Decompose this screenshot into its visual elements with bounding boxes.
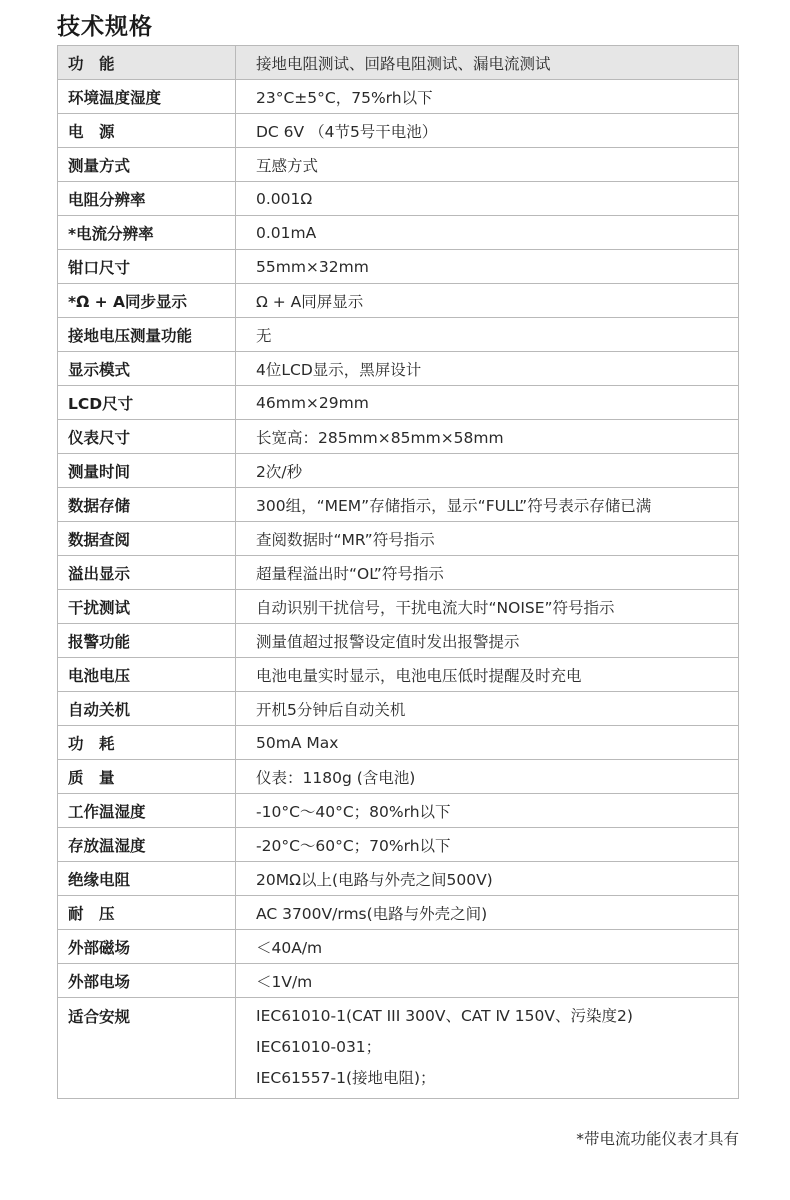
- spec-label: 工作温湿度: [58, 794, 236, 828]
- spec-label: 电池电压: [58, 658, 236, 692]
- spec-label: 干扰测试: [58, 590, 236, 624]
- spec-value: 300组，“MEM”存储指示，显示“FULL”符号表示存储已满: [236, 488, 739, 522]
- spec-label: 环境温度湿度: [58, 80, 236, 114]
- spec-value: 20MΩ以上(电路与外壳之间500V): [236, 862, 739, 896]
- spec-value: DC 6V （4节5号干电池）: [236, 114, 739, 148]
- spec-value: -10°C～40°C；80%rh以下: [236, 794, 739, 828]
- spec-value: 互感方式: [236, 148, 739, 182]
- table-row: [58, 182, 739, 216]
- spec-label: 钳口尺寸: [58, 250, 236, 284]
- spec-label: LCD尺寸: [58, 386, 236, 420]
- table-row: [58, 420, 739, 454]
- spec-value: Ω + A同屏显示: [236, 284, 739, 318]
- spec-value: ＜1V/m: [236, 964, 739, 998]
- spec-value: 测量值超过报警设定值时发出报警提示: [236, 624, 739, 658]
- spec-value: 开机5分钟后自动关机: [236, 692, 739, 726]
- table-row: [58, 386, 739, 420]
- spec-value: 46mm×29mm: [236, 386, 739, 420]
- spec-label: 质 量: [58, 760, 236, 794]
- table-row: [58, 624, 739, 658]
- table-row: [58, 692, 739, 726]
- spec-label: 数据查阅: [58, 522, 236, 556]
- spec-label: 耐 压: [58, 896, 236, 930]
- spec-value: 仪表：1180g (含电池): [236, 760, 739, 794]
- table-row: [58, 862, 739, 896]
- spec-label: 功 耗: [58, 726, 236, 760]
- spec-value: 0.001Ω: [236, 182, 739, 216]
- spec-value: 超量程溢出时“OL”符号指示: [236, 556, 739, 590]
- table-row: [58, 352, 739, 386]
- spec-value: 55mm×32mm: [236, 250, 739, 284]
- table-row: [58, 216, 739, 250]
- spec-value: 无: [236, 318, 739, 352]
- table-row: [58, 930, 739, 964]
- spec-value: 23°C±5°C，75%rh以下: [236, 80, 739, 114]
- spec-value: 查阅数据时“MR”符号指示: [236, 522, 739, 556]
- spec-label: 溢出显示: [58, 556, 236, 590]
- table-row: [58, 80, 739, 114]
- spec-label: 显示模式: [58, 352, 236, 386]
- table-row: [58, 454, 739, 488]
- table-row: [58, 726, 739, 760]
- table-row: [58, 794, 739, 828]
- table-row-compliance: [58, 998, 739, 1099]
- spec-label: 绝缘电阻: [58, 862, 236, 896]
- spec-label: 电 源: [58, 114, 236, 148]
- spec-label: 电阻分辨率: [58, 182, 236, 216]
- spec-value: -20°C～60°C；70%rh以下: [236, 828, 739, 862]
- spec-label: 自动关机: [58, 692, 236, 726]
- table-row: [58, 148, 739, 182]
- table-row: [58, 964, 739, 998]
- table-row: [58, 114, 739, 148]
- spec-value: AC 3700V/rms(电路与外壳之间): [236, 896, 739, 930]
- table-row: [58, 250, 739, 284]
- compliance-value: [236, 998, 739, 1099]
- spec-value: 自动识别干扰信号，干扰电流大时“NOISE”符号指示: [236, 590, 739, 624]
- spec-label: *电流分辨率: [58, 216, 236, 250]
- table-row: [58, 590, 739, 624]
- spec-label: 仪表尺寸: [58, 420, 236, 454]
- spec-label: 存放温湿度: [58, 828, 236, 862]
- spec-value: 长宽高：285mm×85mm×58mm: [236, 420, 739, 454]
- spec-label: 报警功能: [58, 624, 236, 658]
- spec-label: 外部磁场: [58, 930, 236, 964]
- compliance-label: 适合安规: [58, 998, 236, 1099]
- spec-label: 外部电场: [58, 964, 236, 998]
- table-row: [58, 318, 739, 352]
- spec-value: 50mA Max: [236, 726, 739, 760]
- compliance-line: IEC61010-031；: [256, 1038, 382, 1056]
- spec-value: 2次/秒: [236, 454, 739, 488]
- page-title: 技术规格: [57, 14, 153, 40]
- spec-value: 电池电量实时显示，电池电压低时提醒及时充电: [236, 658, 739, 692]
- table-row: [58, 828, 739, 862]
- spec-table: [57, 45, 739, 1099]
- compliance-line: IEC61557-1(接地电阻)；: [256, 1069, 436, 1087]
- table-row: [58, 522, 739, 556]
- table-row: [58, 760, 739, 794]
- spec-label: 测量方式: [58, 148, 236, 182]
- spec-value: ＜40A/m: [236, 930, 739, 964]
- spec-value: 0.01mA: [236, 216, 739, 250]
- footnote: *带电流功能仪表才具有: [576, 1130, 739, 1148]
- table-row: [58, 658, 739, 692]
- spec-label: 接地电压测量功能: [58, 318, 236, 352]
- spec-label: *Ω + A同步显示: [58, 284, 236, 318]
- table-row: [58, 284, 739, 318]
- spec-label: 数据存储: [58, 488, 236, 522]
- spec-label: 测量时间: [58, 454, 236, 488]
- table-header-row: [58, 46, 739, 80]
- compliance-line: IEC61010-1(CAT III 300V、CAT Ⅳ 150V、污染度2): [256, 1007, 633, 1025]
- spec-value: 4位LCD显示，黑屏设计: [236, 352, 739, 386]
- table-row: [58, 556, 739, 590]
- header-value: 接地电阻测试、回路电阻测试、漏电流测试: [236, 46, 739, 80]
- table-row: [58, 896, 739, 930]
- header-label: 功 能: [58, 46, 236, 80]
- table-row: [58, 488, 739, 522]
